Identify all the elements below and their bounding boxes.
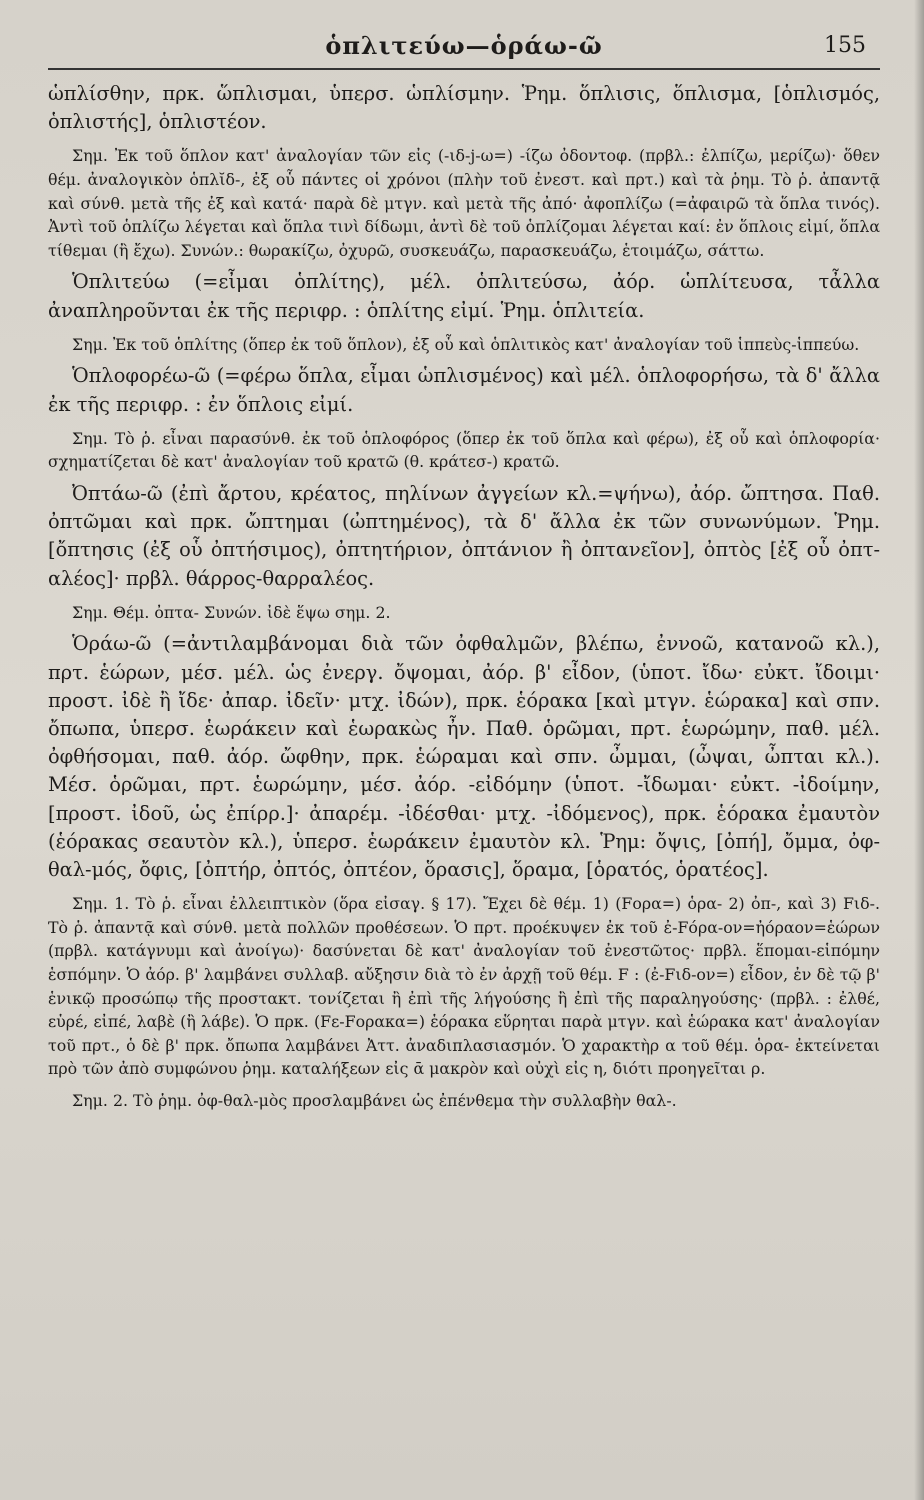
- note-horao-1: Σημ. 1. Τὸ ῥ. εἶναι ἐλλειπτικὸν (ὅρα εἰσαγ. § 17). Ἔχει δὲ θέμ. 1) (Fορα=) ὁρα- 2) ὀπ-, καὶ 3) Fιδ-. Τὸ ῥ. ἀπαντᾷ καὶ σύνθ. μετὰ πολλῶν προθέσεων. Ὁ πρτ. προέκυψεν ἐκ τοῦ ἐ-Fόρα-ον=ἠόραον=ἑώρων (πρβλ. κατάγνυμι καὶ ἀνοίγω)· δασύνεται δὲ κατ' ἀναλογίαν τοῦ ἐνεστῶτος· πρβλ. ἕπομαι-εἱπόμην ἑσπόμην. Ὁ ἀόρ. β' λαμβάνει συλλαβ. αὔξησιν διὰ τὸ ἐν ἀρχῇ τοῦ θέμ. F : (ἐ-Fιδ-ον=) εἶδον, ἐν δὲ τῷ β' ἑνικῷ προσώπῳ τῆς προστακτ. τονίζεται ἢ ἐπὶ τῆς λήγούσης ἢ ἐπὶ τῆς παραληγούσης· (πρβλ. : ἐλθέ, εὑρέ, εἰπέ, λαβὲ (ἢ λάβε). Ὁ πρκ. (Fε-Fορακα=) ἑόρακα εὕρηται παρὰ μτγν. καὶ ἑώρακα κατ' ἀναλογίαν τοῦ πρτ., ὁ δὲ β' πρκ. ὄπωπα λαμβάνει Ἀττ. ἀναδιπλασιασμόν. Ὁ χαρακτὴρ α τοῦ θέμ. ὁρα- ἐκτείνεται πρὸ τῶν ἀπὸ συμφώνου ῥημ. καταλήξεων εἰς ᾱ μακρὸν καὶ οὐχὶ εἰς η, διότι προηγεῖται ρ.: [48, 894, 880, 1079]
- entry-hoplophoreo: Ὁπλοφορέω-ῶ (=φέρω ὅπλα, εἶμαι ὡπλισμένος) καὶ μέλ. ὁπλοφορήσω, τὰ δ' ἄλλα ἐκ τῆς περιφρ. : ἐν ὅπλοις εἰμί.: [48, 364, 880, 416]
- entry-continuation: ὡπλίσθην, πρκ. ὥπλισμαι, ὑπερσ. ὡπλίσμην. Ῥημ. ὅπλισις, ὅπλισμα, [ὁπλισμός, ὁπλιστής], ὁπλιστέον.: [48, 82, 880, 134]
- header-rule: [48, 68, 880, 70]
- note-hoplizo: Σημ. Ἐκ τοῦ ὅπλον κατ' ἀναλογίαν τῶν εἰς (-ιδ-j-ω=) -ίζω ὀδοντοφ. (πρβλ.: ἐλπίζω, μερίζω)· ὅθεν θέμ. ἀναλογικὸν ὁπλῐδ-, ἐξ οὗ πάντες οἱ χρόνοι (πλὴν τοῦ ἐνεστ. καὶ πρτ.) καὶ τὰ ῥημ. Τὸ ῥ. ἀπαντᾷ καὶ σύνθ. μετὰ τῆς ἐξ καὶ κατά· παρὰ δὲ μτγν. καὶ μετὰ τῆς ἀπό· ἀφοπλίζω (=ἀφαιρῶ τὰ ὅπλα τινός). Ἀντὶ τοῦ ὁπλίζω λέγεται καὶ ὅπλα τινὶ δίδωμι, ἀντὶ δὲ τοῦ ὁπλίζομαι λέγεται καί: ἐν ὅπλοις εἰμί, ὅπλα τίθεμαι (ἢ ἔχω). Συνών.: θωρακίζω, ὀχυρῶ, συσκευάζω, παρασκευάζω, ἑτοιμάζω, σάττω.: [48, 146, 880, 260]
- entry-optao: Ὀπτάω-ῶ (ἐπὶ ἄρτου, κρέατος, πηλίνων ἀγγείων κλ.=ψήνω), ἀόρ. ὤπτησα. Παθ. ὀπτῶμαι καὶ πρκ. ὤπτημαι (ὠπτημένος), τὰ δ' ἄλλα ἐκ τῶν συνωνύμων. Ῥημ. [ὄπτησις (ἐξ οὗ ὀπτήσιμος), ὀπτητήριον, ὀπτάνιον ἢ ὀπτανεῖον], ὀπτὸς [ἐξ οὗ ὀπτ-αλέος]· πρβλ. θάρρος-θαρραλέος.: [48, 481, 880, 590]
- running-header: [48, 26, 880, 66]
- note-hopliteuo: Σημ. Ἐκ τοῦ ὁπλίτης (ὅπερ ἐκ τοῦ ὅπλον), ἐξ οὗ καὶ ὁπλιτικὸς κατ' ἀναλογίαν τοῦ ἱππεὺς-ἱππεύω.: [72, 334, 860, 354]
- running-head-title: ὁπλιτεύω—ὁράω-ῶ: [325, 31, 603, 60]
- page-edge-shadow: [914, 0, 924, 1500]
- note-hoplophoreo: Σημ. Τὸ ῥ. εἶναι παρασύνθ. ἐκ τοῦ ὁπλοφόρος (ὅπερ ἐκ τοῦ ὅπλα καὶ φέρω), ἐξ οὗ καὶ ὁπλοφορία· σχηματίζεται δὲ κατ' ἀναλογίαν τοῦ κρατῶ (θ. κράτεσ-) κρατῶ.: [48, 428, 880, 472]
- note-optao: Σημ. Θέμ. ὀπτα- Συνών. ἰδὲ ἕψω σημ. 2.: [72, 602, 391, 622]
- entry-hopliteuo: Ὁπλιτεύω (=εἶμαι ὁπλίτης), μέλ. ὁπλιτεύσω, ἀόρ. ὡπλίτευσα, τἆλλα ἀναπληροῦνται ἐκ τῆς περιφρ. : ὁπλίτης εἰμί. Ῥημ. ὁπλιτεία.: [48, 270, 880, 322]
- entry-horao: Ὁράω-ῶ (=ἀντιλαμβάνομαι διὰ τῶν ὀφθαλμῶν, βλέπω, ἐννοῶ, κατανοῶ κλ.), πρτ. ἑώρων, μέσ. μέλ. ὡς ἐνεργ. ὄψομαι, ἀόρ. β' εἶδον, (ὑποτ. ἴδω· εὐκτ. ἴδοιμι· προστ. ἰδὲ ἢ ἴδε· ἀπαρ. ἰδεῖν· μτχ. ἰδών), πρκ. ἑόρακα [καὶ μτγν. ἑώρακα] καὶ σπν. ὄπωπα, ὑπερσ. ἑωράκειν καὶ ἑωρακὼς ἦν. Παθ. ὁρῶμαι, πρτ. ἑωρώμην, παθ. μέλ. ὀφθήσομαι, παθ. ἀόρ. ὤφθην, πρκ. ἑώραμαι καὶ σπν. ὦμμαι, (ὦψαι, ὦπται κλ.). Μέσ. ὁρῶμαι, πρτ. ἑωρώμην, μέσ. ἀόρ. -εἰδόμην (ὑποτ. -ἴδωμαι· εὐκτ. -ἰδοίμην, [προστ. ἰδοῦ, ὡς ἐπίρρ.]· ἀπαρέμ. -ἰδέσθαι· μτχ. -ἰδόμενος), πρκ. ἑόρακα ἐμαυτὸν (ἑόρακας σεαυτὸν κλ.), ὑπερσ. ἑωράκειν ἐμαυτὸν κλ. Ῥημ: ὄψις, [ὀπή], ὄμμα, ὀφ-θαλ-μός, ὄφις, [ὀπτήρ, ὀπτός, ὀπτέον, ὅρασις], ὅραμα, [ὁρατός, ὁρατέος].: [48, 632, 880, 881]
- dictionary-text: [48, 80, 880, 1113]
- note-horao-2: Σημ. 2. Τὸ ῥημ. ὀφ-θαλ-μὸς προσλαμβάνει ὡς ἐπένθεμα τὴν συλλαβὴν θαλ-.: [72, 1090, 677, 1110]
- page-number: 155: [824, 33, 866, 58]
